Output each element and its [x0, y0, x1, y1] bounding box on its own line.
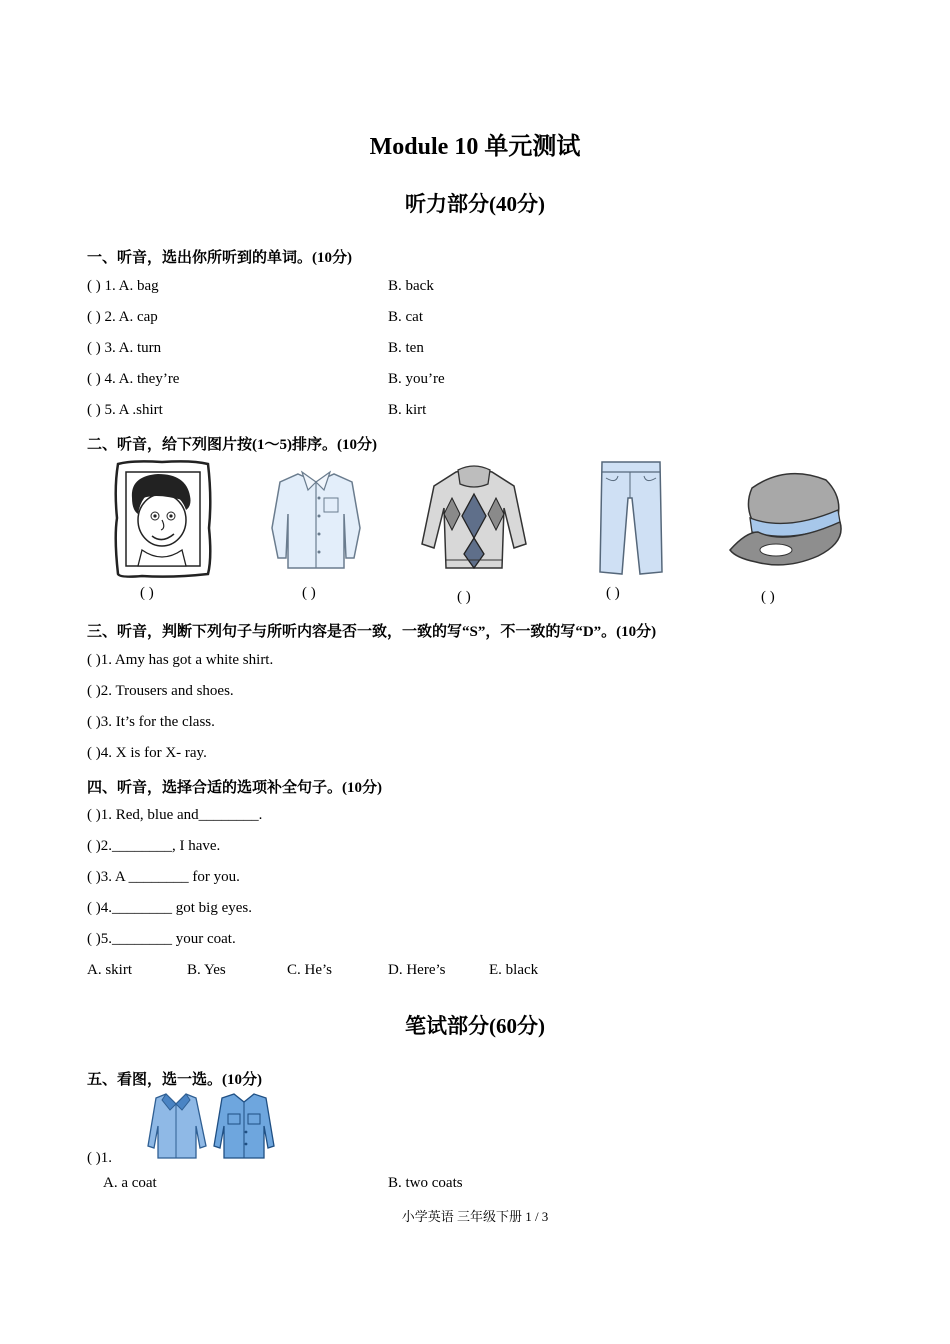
s1-q2-a: ( ) 2. A. cap	[87, 309, 158, 325]
page-title: Module 10 单元测试	[369, 134, 581, 160]
section-5-heading: 五、看图，选一选。(10分)	[87, 1072, 262, 1088]
section-3-heading: 三、听音，判断下列句子与所听内容是否一致，一致的写“S”，不一致的写“D”。(10分)	[87, 624, 657, 640]
s1-q4-a: ( ) 4. A. they’re	[87, 371, 180, 387]
s4-q5: ( )5.________ your coat.	[87, 931, 236, 947]
s5-q1: ( )1.	[87, 1150, 112, 1166]
s1-q1-b: B. back	[388, 278, 434, 294]
s1-q1-a: ( ) 1. A. bag	[87, 278, 159, 294]
pic1-answer-bracket[interactable]: ( )	[140, 585, 154, 601]
hat-icon	[726, 466, 846, 568]
written-section-header: 笔试部分(60分)	[405, 1014, 545, 1038]
s1-q3-b: B. ten	[388, 340, 424, 356]
section-2-heading: 二、听音，给下列图片按(1～5)排序。(10分)	[87, 437, 377, 453]
s3-q4: ( )4. X is for X- ray.	[87, 745, 207, 761]
s3-q3: ( )3. It’s for the class.	[87, 714, 215, 730]
s5-option-b: B. two coats	[388, 1175, 463, 1191]
s1-q3-a: ( ) 3. A. turn	[87, 340, 162, 356]
shirt-icon	[268, 468, 364, 572]
s1-q4-b: B. you’re	[388, 371, 445, 387]
page-footer: 小学英语 三年级下册 1 / 3	[401, 1209, 549, 1224]
pic3-answer-bracket[interactable]: ( )	[457, 589, 471, 605]
s1-q5-a: ( ) 5. A .shirt	[87, 402, 163, 418]
pic5-answer-bracket[interactable]: ( )	[761, 589, 775, 605]
s4-q1: ( )1. Red, blue and________.	[87, 807, 263, 823]
s4-option-c: C. He’s	[287, 962, 332, 978]
s4-q4: ( )4.________ got big eyes.	[87, 900, 252, 916]
s4-option-a: A. skirt	[87, 962, 132, 978]
s3-q1: ( )1. Amy has got a white shirt.	[87, 652, 274, 668]
section-1-heading: 一、听音，选出你所听到的单词。(10分)	[87, 250, 352, 266]
s1-q2-b: B. cat	[388, 309, 423, 325]
listening-section-header: 听力部分(40分)	[405, 192, 545, 216]
pic4-answer-bracket[interactable]: ( )	[606, 585, 620, 601]
s5-option-a: A. a coat	[103, 1175, 157, 1191]
sweater-icon	[418, 464, 530, 576]
section-4-heading: 四、听音，选择合适的选项补全句子。(10分)	[87, 780, 382, 796]
s3-q2: ( )2. Trousers and shoes.	[87, 683, 234, 699]
coats-picture-icon	[142, 1092, 276, 1162]
s4-q2: ( )2.________, I have.	[87, 838, 221, 854]
s1-q5-b: B. kirt	[388, 402, 427, 418]
boy-portrait-icon	[112, 458, 214, 580]
jeans-icon	[596, 458, 666, 578]
s4-q3: ( )3. A ________ for you.	[87, 869, 240, 885]
s4-option-e: E. black	[489, 962, 539, 978]
s4-option-d: D. Here’s	[388, 962, 446, 978]
s4-option-b: B. Yes	[187, 962, 226, 978]
pic2-answer-bracket[interactable]: ( )	[302, 585, 316, 601]
